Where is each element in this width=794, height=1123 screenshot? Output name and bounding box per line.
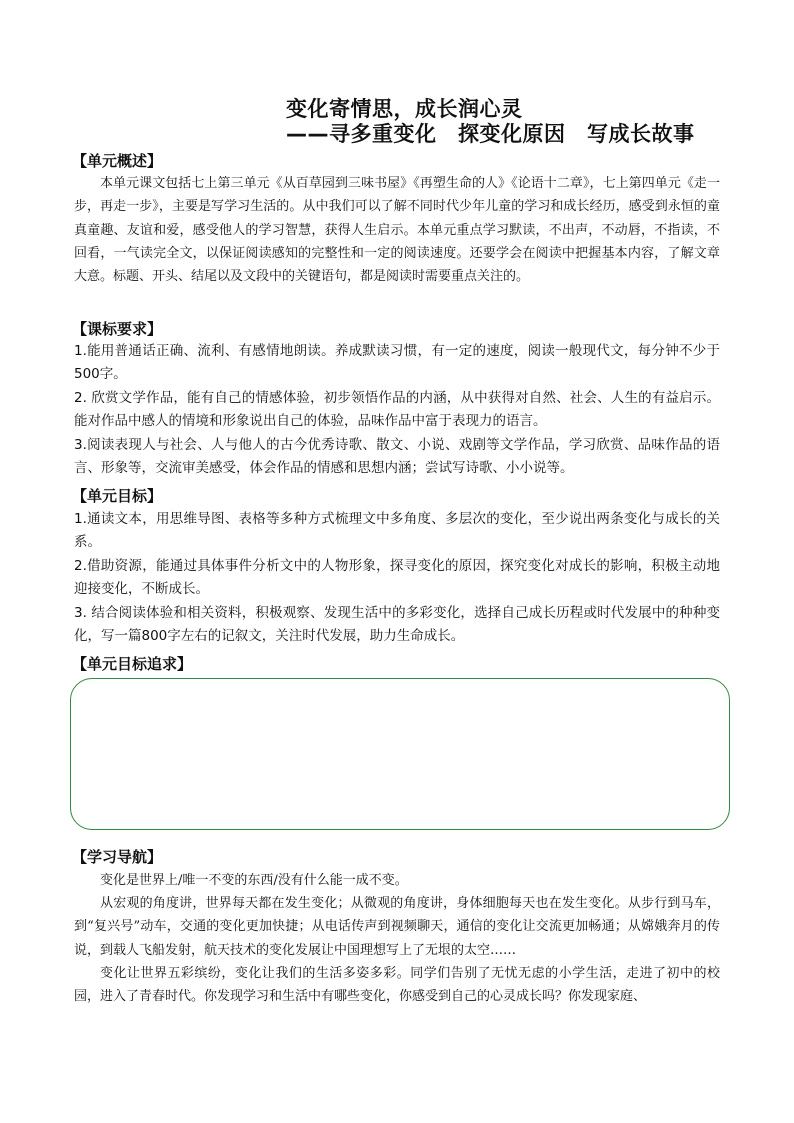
goals-item-1: 1.通读文本，用思维导图、表格等多种方式梳理文中多角度、多层次的变化，至少说出两条变化与成长的关系。: [74, 511, 720, 551]
navigation-heading: 【学习导航】: [72, 848, 163, 866]
standards-item-3: 3.阅读表现人与社会、人与他人的古今优秀诗歌、散文、小说、戏剧等文学作品，学习欣赏、品味作品的语言、形象等，交流审美感受，体会作品的情感和思想内涵；尝试写诗歌、小小说等。: [74, 437, 720, 477]
document-subtitle: ——寻多重变化 探变化原因 写成长故事: [286, 122, 695, 146]
overview-heading: 【单元概述】: [72, 152, 163, 170]
goals-heading: 【单元目标】: [72, 487, 163, 505]
pursuit-answer-box[interactable]: [70, 678, 730, 830]
overview-paragraph: 本单元课文包括七上第三单元《从百草园到三味书屋》《再塑生命的人》《论语十二章》，七上第四单元《走一步，再走一步》，主要是写学习生活的。从中我们可以了解不同时代少年儿童的学习和成长经历，感受到永恒的童真童趣、友谊和爱，感受他人的学习智慧，获得人生启示。本单元重点学习默读，不出声，不动唇，不指读，不回看，一气读完全文，以保证阅读感知的完整性和一定的阅读速度。还要学会在阅读中把握基本内容，了解文章大意。标题、开头、结尾以及文段中的关键语句，都是阅读时需要重点关注的。: [74, 176, 720, 285]
goals-item-2: 2.借助资源，能通过具体事件分析文中的人物形象，探寻变化的原因，探究变化对成长的影响，积极主动地迎接变化，不断成长。: [74, 558, 720, 598]
standards-heading: 【课标要求】: [72, 320, 163, 338]
navigation-paragraph-3: 变化让世界五彩缤纷，变化让我们的生活多姿多彩。同学们告别了无忧无虑的小学生活，走进了初中的校园，进入了青春时代。你发现学习和生活中有哪些变化，你感受到自己的心灵成长吗？你发现家庭、: [74, 966, 720, 1005]
pursuit-heading: 【单元目标追求】: [72, 655, 193, 673]
navigation-paragraph-2: 从宏观的角度讲，世界每天都在发生变化；从微观的角度讲，身体细胞每天也在发生变化。从步行到马车，到“复兴号”动车，交通的变化更加快捷；从电话传声到视频聊天，通信的变化让交流更加畅通；从嫦娥奔月的传说，到载人飞船发射，航天技术的变化发展让中国理想写上了无垠的太空……: [74, 896, 720, 958]
standards-item-1: 1.能用普通话正确、流利、有感情地朗读。养成默读习惯，有一定的速度，阅读一般现代文，每分钟不少于500字。: [74, 343, 720, 383]
navigation-paragraph-1: 变化是世界上/唯一不变的东西/没有什么能一成不变。: [100, 873, 408, 888]
document-title: 变化寄情思，成长润心灵: [286, 97, 523, 121]
goals-item-3: 3. 结合阅读体验和相关资料，积极观察、发现生活中的多彩变化，选择自己成长历程或时代发展中的种种变化，写一篇800字左右的记叙文，关注时代发展，助力生命成长。: [74, 605, 720, 645]
standards-item-2: 2. 欣赏文学作品，能有自己的情感体验，初步领悟作品的内涵，从中获得对自然、社会、人生的有益启示。能对作品中感人的情境和形象说出自己的体验，品味作品中富于表现力的语言。: [74, 390, 720, 430]
